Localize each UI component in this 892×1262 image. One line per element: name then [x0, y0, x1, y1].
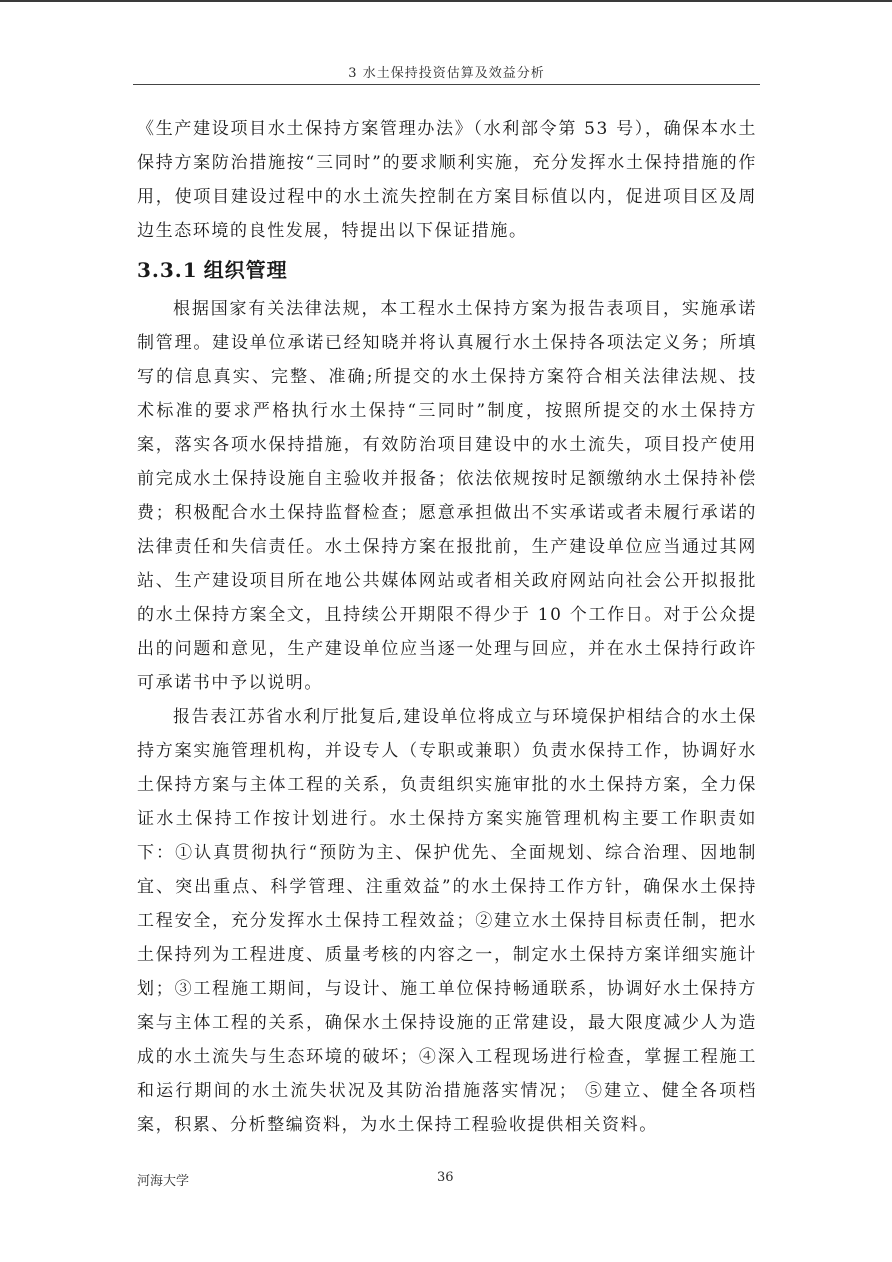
running-header: 3 水土保持投资估算及效益分析	[348, 66, 545, 81]
header-rule	[133, 84, 760, 85]
intro-paragraph: 《生产建设项目水土保持方案管理办法》（水利部令第 53 号），确保本水土保持方案防治措施按“三同时”的要求顺利实施，充分发挥水土保持措施的作用，使项目建设过程中的水土流失控制在方案目标值以内，促进项目区及周边生态环境的良性发展，特提出以下保证措施。	[137, 119, 757, 241]
section-heading	[137, 252, 757, 288]
paragraph-organization-commitment: 根据国家有关法律法规，本工程水土保持方案为报告表项目，实施承诺制管理。建设单位承诺已经知晓并将认真履行水土保持各项法定义务；所填写的信息真实、完整、准确;所提交的水土保持方案符合相关法律法规、技术标准的要求严格执行水土保持“三同时”制度，按照所提交的水土保持方案，落实各项水保持措施，有效防治项目建设中的水土流失，项目投产使用前完成水土保持设施自主验收并报备；依法依规按时足额缴纳水土保持补偿费；积极配合水土保持监督检查；愿意承担做出不实承诺或者未履行承诺的法律责任和失信责任。水土保持方案在报批前，生产建设单位应当通过其网站、生产建设项目所在地公共媒体网站或者相关政府网站向社会公开拟报批的水土保持方案全文，且持续公开期限不得少于 10 个工作日。对于公众提出的问题和意见，生产建设单位应当逐一处理与回应，并在水土保持行政许可承诺书中予以说明。	[137, 299, 757, 693]
page-top-border	[0, 0, 892, 2]
page-number: 36	[437, 1170, 454, 1185]
section-title: 组织管理	[203, 258, 288, 282]
section-number: 3.3.1	[137, 258, 198, 282]
document-body	[137, 112, 757, 1142]
paragraph-management-duties: 报告表江苏省水利厅批复后,建设单位将成立与环境保护相结合的水土保持方案实施管理机构，并设专人（专职或兼职）负责水保持工作，协调好水土保持方案与主体工程的关系，负责组织实施审批的水土保持方案，全力保证水土保持工作按计划进行。水土保持方案实施管理机构主要工作职责如下：①认真贯彻执行“预防为主、保护优先、全面规划、综合治理、因地制宜、突出重点、科学管理、注重效益”的水土保持工作方针，确保水土保持工程安全，充分发挥水土保持工程效益；②建立水土保持目标责任制，把水土保持列为工程进度、质量考核的内容之一，制定水土保持方案详细实施计划；③工程施工期间，与设计、施工单位保持畅通联系，协调好水土保持方案与主体工程的关系，确保水土保持设施的正常建设，最大限度减少人为造成的水土流失与生态环境的破坏；④深入工程现场进行检查，掌握工程施工和运行期间的水土流失状况及其防治措施落实情况； ⑤建立、健全各项档案，积累、分析整编资料，为水土保持工程验收提供相关资料。	[137, 707, 757, 1135]
footer-institution: 河海大学	[137, 1174, 190, 1189]
